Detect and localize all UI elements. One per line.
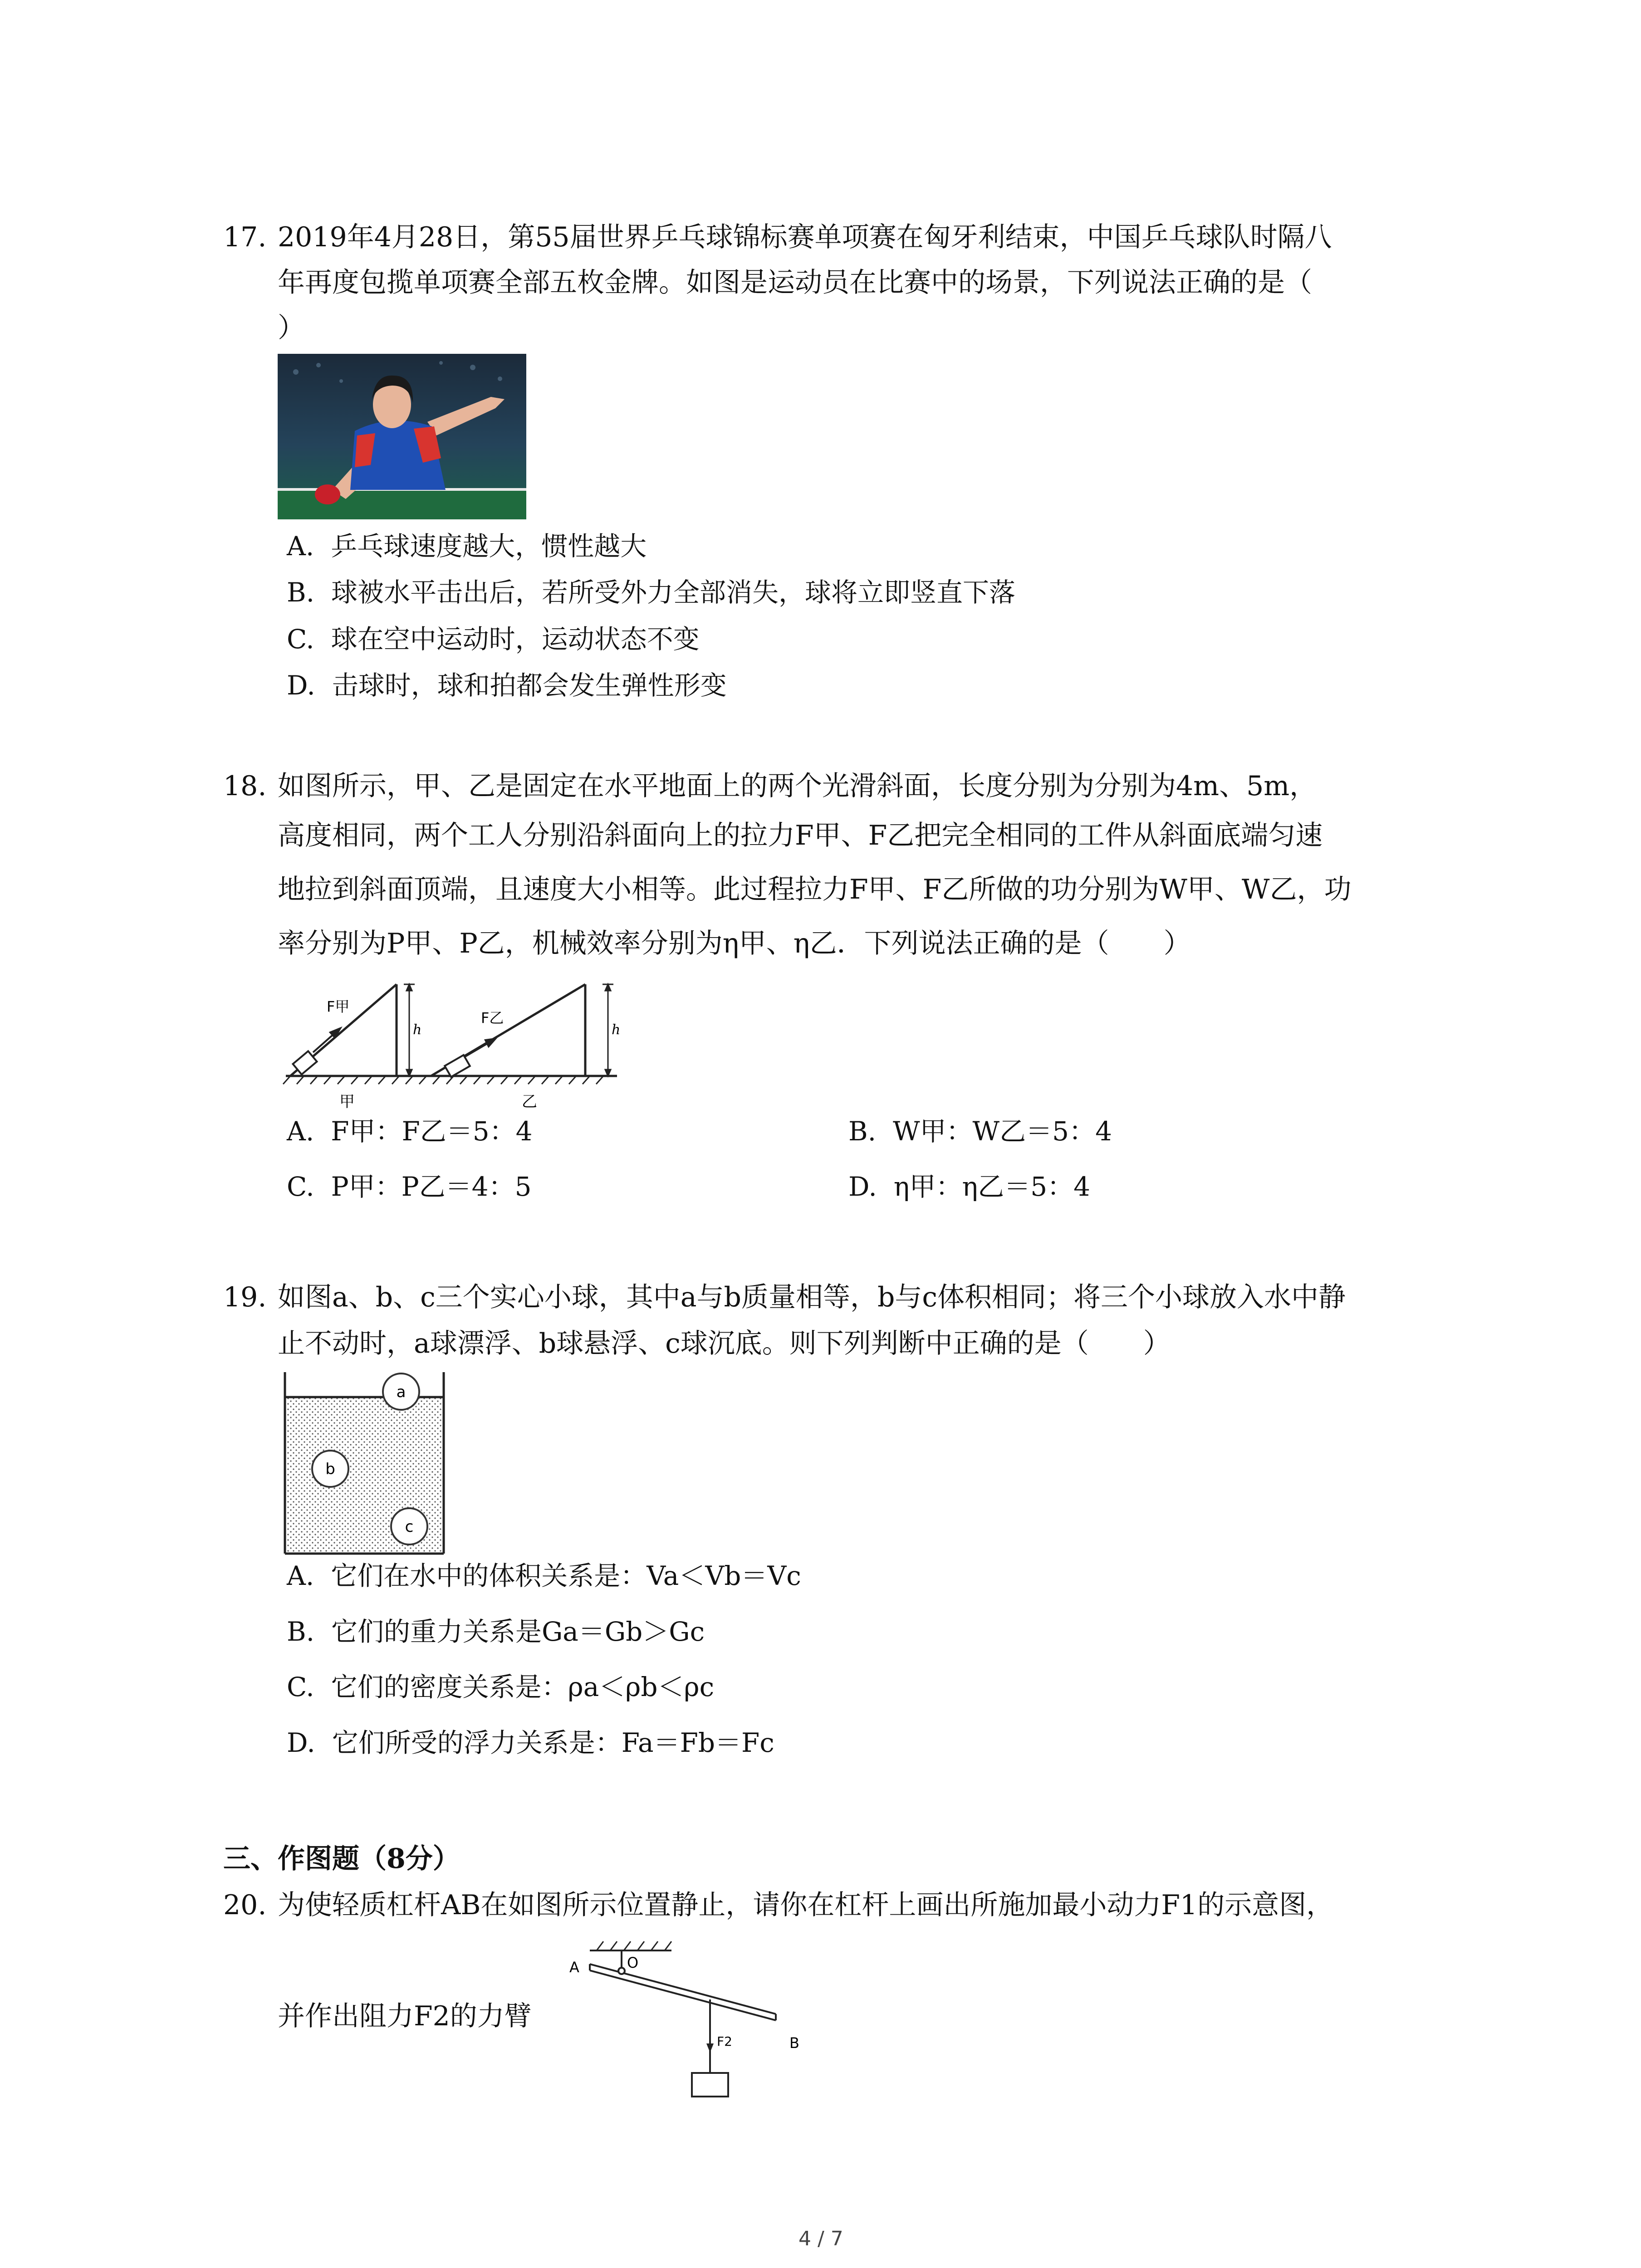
option-label: B. [287,577,315,608]
q18-option-a [287,1116,533,1147]
option-label: D. [287,1727,315,1758]
fig18-height-label-left: h [413,1022,422,1038]
option-text: η甲：η乙＝5：4 [893,1171,1091,1202]
q18-option-c [287,1173,531,1200]
option-text: 球在空中运动时，运动状态不变 [331,624,700,655]
q19-option-c [287,1674,714,1700]
q20-stem-line2: 并作出阻力F2的力臂 [278,2000,532,2032]
option-text: W甲：W乙＝5：4 [892,1116,1112,1147]
water-container-figure [281,1370,454,1560]
q17-stem-line2: 年再度包揽单项赛全部五枚金牌。如图是运动员在比赛中的场景，下列说法正确的是（ [278,267,1312,298]
q18-stem-line2: 高度相同，两个工人分别沿斜面向上的拉力F甲、F乙把完全相同的工件从斜面底端匀速 [278,820,1323,851]
q20-stem-line1: 为使轻质杠杆AB在如图所示位置静止，请你在杠杆上画出所施加最小动力F1的示意图， [278,1889,1334,1921]
q17-option-c [287,624,700,655]
option-label: B. [287,1616,315,1647]
q18-stem-line3: 地拉到斜面顶端，且速度大小相等。此过程拉力F甲、F乙所做的功分别为W甲、W乙，功 [278,874,1352,905]
section-title: 三、作图题（8分） [223,1843,460,1875]
q19-option-d [287,1727,774,1758]
option-text: 它们在水中的体积关系是：Va＜Vb＝Vc [331,1560,801,1591]
q19-stem-line2: 止不动时，a球漂浮、b球悬浮、c球沉底。则下列判断中正确的是（ ） [278,1328,1171,1359]
option-text: P甲：P乙＝4：5 [331,1171,532,1202]
q19-option-b [287,1618,705,1645]
fig18-caption-left: 甲 [339,1093,355,1111]
option-label: C. [287,1171,314,1202]
q17-stem-line3: ） [278,312,305,344]
ball-c-label: c [405,1518,414,1536]
lever-label-o: O [627,1954,639,1971]
option-text: 击球时，球和拍都会发生弹性形变 [332,670,727,701]
q17-option-a [287,531,647,562]
option-label: B. [848,1116,877,1147]
q17-number: 17. [223,221,267,253]
q18-number: 18. [223,770,267,802]
q17-stem-line1: 2019年4月28日，第55届世界乒乓球锦标赛单项赛在匈牙利结束，中国乒乓球队时隔八 [278,221,1332,253]
q17-option-d [287,672,727,699]
ball-b-label: b [325,1460,335,1478]
q19-option-a [287,1560,801,1591]
option-label: D. [848,1171,877,1202]
option-label: A. [287,1560,314,1591]
lever-label-b: B [789,2034,799,2052]
q17-option-b [287,579,1015,606]
lever-figure [554,1937,835,2109]
option-label: C. [287,624,314,655]
option-text: 球被水平击出后，若所受外力全部消失，球将立即竖直下落 [331,577,1015,608]
fig18-force-label-right: F乙 [481,1009,504,1026]
option-text: 它们所受的浮力关系是：Fa＝Fb＝Fc [332,1727,774,1758]
lever-label-f2: F2 [717,2034,732,2049]
ball-a-label: a [396,1383,406,1401]
q19-number: 19. [223,1281,267,1313]
fig18-height-label-right: h [612,1022,621,1038]
q18-stem-line1: 如图所示，甲、乙是固定在水平地面上的两个光滑斜面，长度分别为分别为4m、5m， [278,770,1317,802]
fig18-force-label-left: F甲 [327,998,350,1015]
option-label: A. [287,1116,314,1147]
option-text: 它们的重力关系是Ga＝Gb＞Gc [331,1616,705,1647]
fig18-caption-right: 乙 [522,1093,537,1111]
option-label: D. [287,670,315,701]
q18-stem-line4: 率分别为P甲、P乙，机械效率分别为η甲、η乙．下列说法正确的是（ ） [278,928,1191,959]
option-text: F甲：F乙＝5：4 [331,1116,533,1147]
option-label: C. [287,1672,314,1702]
page-number: 4 / 7 [798,2227,843,2250]
q20-number: 20. [223,1889,267,1921]
table-tennis-photo [278,354,526,519]
option-text: 乒乓球速度越大，惯性越大 [331,531,647,562]
lever-label-a: A [569,1959,579,1976]
inclined-planes-figure [281,971,662,1116]
q18-option-b [848,1116,1112,1147]
option-text: 它们的密度关系是：ρa＜ρb＜ρc [331,1672,715,1702]
option-label: A. [287,531,314,562]
q19-stem-line1: 如图a、b、c三个实心小球，其中a与b质量相等，b与c体积相同；将三个小球放入水中静 [278,1281,1346,1313]
q18-option-d [848,1173,1090,1200]
